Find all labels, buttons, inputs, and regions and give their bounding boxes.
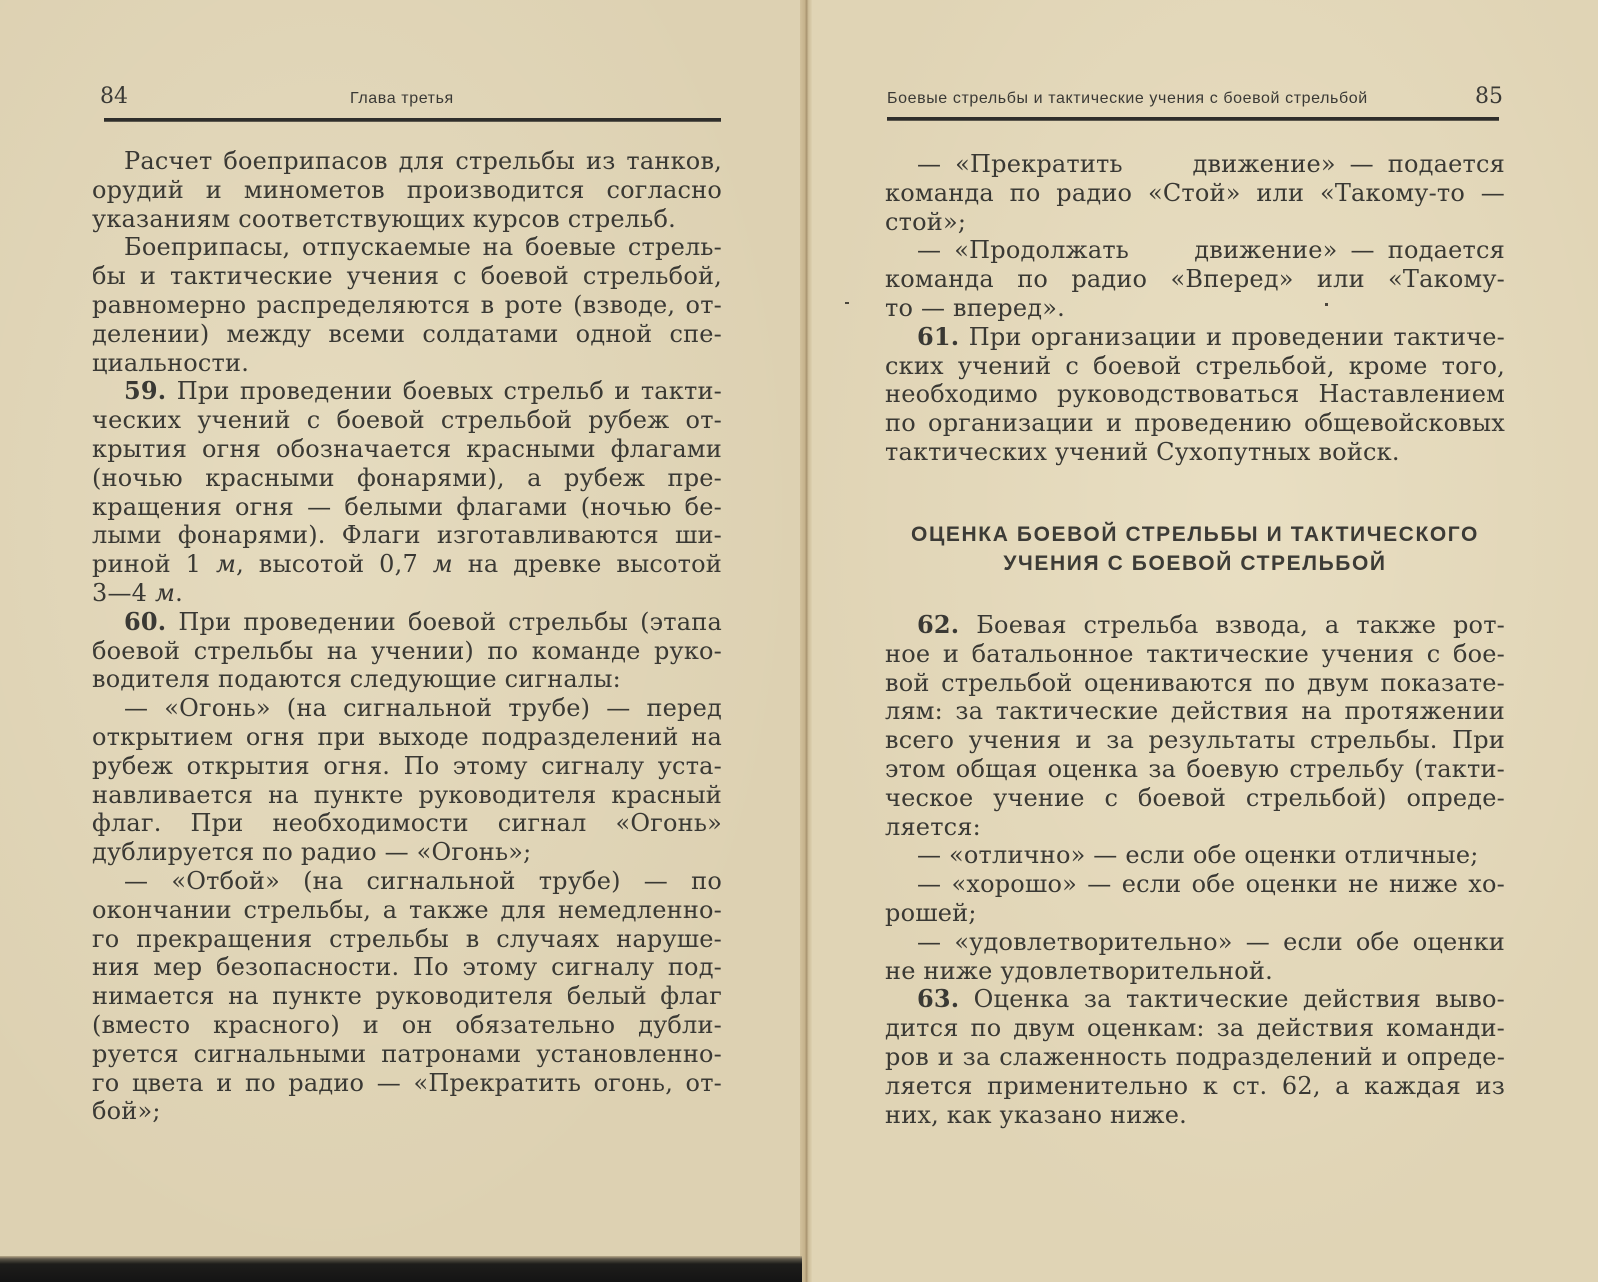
line-text: то — вперед».	[885, 293, 1065, 322]
text-line	[885, 1014, 1505, 1043]
unit-abbrev: м	[154, 578, 176, 607]
text-line	[885, 1043, 1505, 1072]
line-text: При организации и проведении тактиче-	[959, 322, 1505, 351]
line-text: Боевая стрельба взвода, а также рот-	[959, 611, 1505, 639]
text-line	[885, 755, 1505, 784]
line-text: (ночью красными фонарями), а рубеж пре-	[92, 463, 722, 492]
text-line	[92, 464, 722, 493]
line-text: стой»;	[885, 207, 967, 236]
line-text: — «Отбой» (на сигнальной трубе) — по	[124, 866, 722, 895]
text-line	[885, 208, 1505, 237]
line-text: , высотой 0,7	[236, 550, 433, 579]
text-line	[92, 349, 722, 378]
text-line	[92, 752, 722, 781]
text-line	[92, 925, 722, 954]
line-text: ческих учений с боевой стрельбой рубеж от-	[92, 406, 722, 435]
left-body-text	[92, 147, 722, 1126]
paragraph-number: 59.	[124, 376, 167, 406]
text-line	[885, 409, 1505, 438]
text-line	[885, 640, 1505, 669]
text-line	[92, 781, 722, 810]
text-line	[885, 179, 1505, 208]
text-line	[92, 320, 722, 349]
text-line	[885, 352, 1505, 381]
line-text: этом общая оценка за боевую стрельбу (такти-	[885, 754, 1505, 783]
line-text: Расчет боеприпасов для стрельбы из танков,	[124, 147, 722, 175]
section-heading-line-1: ОЦЕНКА БОЕВОЙ СТРЕЛЬБЫ И ТАКТИЧЕСКОГО	[911, 523, 1479, 546]
right-running-head	[887, 84, 1503, 114]
text-line	[885, 1101, 1505, 1130]
right-body-text-bottom	[885, 611, 1505, 1129]
text-line	[885, 841, 1505, 870]
line-text: — «отлично» — если обе оценки отличные;	[917, 841, 1479, 870]
line-text: открытием огня при выходе подразделений на	[92, 722, 722, 751]
line-text: бой»;	[92, 1097, 161, 1126]
right-section-title: Боевые стрельбы и тактические учения с боевой стрельбой	[887, 90, 1368, 107]
line-text: необходимо руководствоваться Наставлением	[885, 380, 1505, 409]
line-text: всего учения и за результаты стрельбы. При	[885, 726, 1505, 755]
text-line	[92, 233, 722, 262]
text-line	[92, 1011, 722, 1040]
line-text: рошей;	[885, 898, 977, 927]
line-text: го цвета и по радио — «Прекратить огонь, от-	[92, 1068, 722, 1097]
line-text: по организации и проведению общевойсковых	[885, 409, 1505, 438]
right-body-text-top	[885, 150, 1505, 467]
paragraph-number: 63.	[917, 984, 960, 1014]
text-line	[885, 697, 1505, 726]
text-line	[92, 406, 722, 435]
text-line	[885, 813, 1505, 842]
line-text: ческое учение с боевой стрельбой) опреде-	[885, 783, 1505, 812]
text-line	[885, 957, 1505, 986]
text-line	[92, 809, 722, 838]
text-line	[92, 637, 722, 666]
text-line	[92, 435, 722, 464]
text-line	[92, 493, 722, 522]
line-text: равномерно распределяются в роте (взводе, от-	[92, 290, 722, 319]
line-text: — «Продолжать движение» — подается	[917, 236, 1505, 265]
text-line	[92, 1069, 722, 1098]
line-text: — «хорошо» — если обе оценки не ниже хо-	[917, 870, 1505, 899]
line-text: лям: за тактические действия на протяжении	[885, 697, 1505, 726]
line-text: делении) между всеми солдатами одной спе-	[92, 319, 722, 348]
text-line	[92, 147, 722, 176]
section-heading-line-2: УЧЕНИЯ С БОЕВОЙ СТРЕЛЬБОЙ	[1003, 552, 1387, 575]
text-line	[885, 928, 1505, 957]
paragraph-number: 60.	[124, 606, 167, 636]
text-line	[885, 236, 1505, 265]
line-text: ляется применительно к ст. 62, а каждая из	[885, 1071, 1505, 1100]
scan-speck	[845, 302, 849, 304]
line-text: крытия огня обозначается красными флагами	[92, 434, 722, 463]
line-text: бы и тактические учения с боевой стрельбой,	[92, 262, 722, 291]
text-line	[92, 550, 722, 579]
line-text: риной 1	[92, 550, 216, 579]
unit-abbrev: м	[215, 550, 237, 579]
line-text: циальности.	[92, 348, 250, 377]
line-text: ляется:	[885, 812, 981, 841]
text-line	[92, 723, 722, 752]
line-text: руется сигнальными патронами установленно-	[92, 1039, 722, 1068]
text-line	[92, 608, 722, 637]
line-text: Боеприпасы, отпускаемые на боевые стрель-	[124, 233, 722, 262]
text-line	[885, 265, 1505, 294]
line-text: кращения огня — белыми флагами (ночью бе-	[92, 492, 722, 521]
text-line	[885, 380, 1505, 409]
text-line	[92, 262, 722, 291]
line-text: При проведении боевой стрельбы (этапа	[166, 607, 722, 636]
text-line	[885, 669, 1505, 698]
line-text: указаниям соответствующих курсов стрельб.	[92, 204, 676, 233]
line-text: При проведении боевых стрельб и такти-	[166, 377, 722, 406]
line-text: окончании стрельбы, а также для немедленно-	[92, 895, 722, 924]
left-page-number: 84	[100, 84, 128, 109]
line-text: рубеж открытия огня. По этому сигналу уста-	[92, 751, 722, 780]
text-line	[92, 982, 722, 1011]
left-running-head	[100, 84, 722, 114]
line-text: ских учений с боевой стрельбой, кроме того,	[885, 351, 1505, 380]
line-text: команда по радио «Стой» или «Такому-то —	[885, 178, 1505, 207]
text-line	[92, 896, 722, 925]
line-text: команда по радио «Вперед» или «Такому-	[885, 265, 1505, 294]
left-header-rule	[104, 118, 721, 122]
text-line	[92, 1040, 722, 1069]
line-text: водителя подаются следующие сигналы:	[92, 665, 621, 694]
text-line	[885, 870, 1505, 899]
line-text: — «Прекратить движение» — подается	[917, 150, 1505, 178]
line-text: них, как указано ниже.	[885, 1100, 1187, 1129]
line-text: 3—4	[92, 578, 155, 607]
right-page-number: 85	[1475, 84, 1503, 109]
line-text: флаг. При необходимости сигнал «Огонь»	[92, 809, 722, 838]
line-text: Оценка за тактические действия выво-	[959, 985, 1505, 1014]
text-line	[92, 694, 722, 723]
line-text: (вместо красного) и он обязательно дубли-	[92, 1010, 722, 1039]
book-gutter	[800, 0, 812, 1282]
left-chapter-title: Глава третья	[350, 90, 454, 107]
line-text: лыми фонарями). Флаги изготавливаются ши-	[92, 521, 722, 550]
line-text: ное и батальонное тактические учения с бое-	[885, 639, 1505, 668]
section-heading	[885, 520, 1505, 578]
line-text: дится по двум оценкам: за действия команди-	[885, 1014, 1505, 1043]
unit-abbrev: м	[432, 550, 453, 579]
paragraph-number: 61.	[917, 321, 960, 351]
line-text: — «удовлетворительно» — если обе оценки	[917, 927, 1505, 956]
text-line	[92, 838, 722, 867]
line-text: — «Огонь» (на сигнальной трубе) — перед	[124, 694, 722, 723]
text-line	[885, 323, 1505, 352]
text-line	[92, 176, 722, 205]
line-text: тактических учений Сухопутных войск.	[885, 437, 1400, 466]
text-line	[885, 294, 1505, 323]
text-line	[885, 611, 1505, 640]
text-line	[92, 377, 722, 406]
line-text: на древке высотой	[452, 550, 723, 579]
text-line	[885, 150, 1505, 179]
line-text: нимается на пункте руководителя белый флаг	[92, 982, 722, 1011]
text-line	[885, 726, 1505, 755]
line-text: вой стрельбой оцениваются по двум показате-	[885, 668, 1505, 697]
scan-speck	[1325, 303, 1328, 306]
scan-bottom-edge	[0, 1256, 802, 1282]
text-line	[92, 579, 722, 608]
text-line	[885, 438, 1505, 467]
line-text: дублируется по радио — «Огонь»;	[92, 838, 532, 867]
text-line	[92, 291, 722, 320]
line-text: не ниже удовлетворительной.	[885, 956, 1273, 985]
text-line	[885, 1072, 1505, 1101]
text-line	[92, 953, 722, 982]
line-text: ров и за слаженность подразделений и опреде-	[885, 1042, 1505, 1071]
text-line	[92, 1097, 722, 1126]
text-line	[885, 985, 1505, 1014]
text-line	[92, 867, 722, 896]
right-header-rule	[887, 117, 1499, 121]
text-line	[92, 521, 722, 550]
text-line	[885, 784, 1505, 813]
line-text: навливается на пункте руководителя красный	[92, 780, 722, 809]
paragraph-number: 62.	[917, 610, 960, 639]
text-line	[92, 665, 722, 694]
line-text: орудий и минометов производится согласно	[92, 175, 722, 204]
line-text: ния мер безопасности. По этому сигналу под-	[92, 953, 722, 982]
text-line	[885, 899, 1505, 928]
text-line	[92, 205, 722, 234]
line-text: боевой стрельбы на учении) по команде руко-	[92, 636, 722, 665]
line-text: го прекращения стрельбы в случаях наруше-	[92, 924, 722, 953]
line-text: .	[175, 578, 183, 607]
